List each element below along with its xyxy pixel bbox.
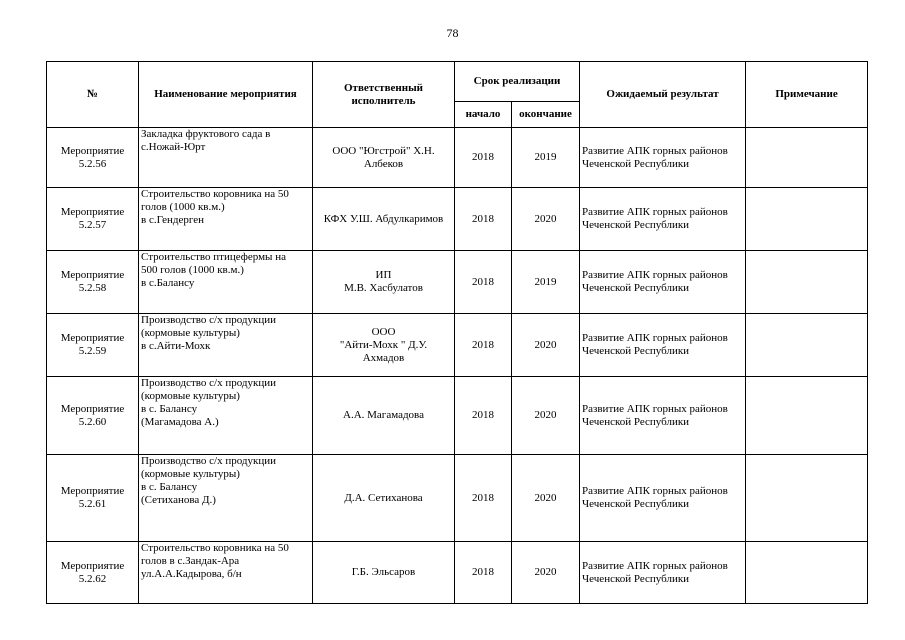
expected-result-line: Развитие АПК горных районов (582, 269, 728, 281)
note (746, 314, 868, 377)
responsible (313, 251, 455, 314)
activity-name-line: голов (1000 кв.м.) (141, 201, 225, 213)
expected-result-line: Чеченской Республики (582, 345, 690, 357)
note (746, 455, 868, 542)
start-year: 2018 (455, 542, 512, 604)
note (746, 188, 868, 251)
header-responsible (313, 62, 455, 128)
activities-table (46, 61, 868, 604)
end-year: 2020 (512, 314, 580, 377)
expected-result-line: Чеченской Республики (582, 219, 690, 231)
activity-number-line: 5.2.59 (78, 345, 107, 357)
activity-name (139, 314, 313, 377)
activity-number (47, 314, 139, 377)
activity-number-line: 5.2.56 (78, 157, 107, 170)
responsible-line: ИП (375, 269, 392, 281)
expected-result-line: Чеченской Республики (582, 157, 690, 170)
activity-number-line: Мероприятие (60, 269, 125, 281)
activity-number-line: Мероприятие (60, 559, 125, 572)
expected-result-line: Развитие АПК горных районов (582, 332, 728, 344)
activity-name-line: в с.Гендерген (141, 214, 204, 226)
header-period: Срок реализации (455, 62, 580, 102)
table-body (47, 128, 868, 604)
activity-number (47, 455, 139, 542)
activity-name-line: голов в с.Зандак-Ара (141, 555, 240, 567)
responsible-line: Албеков (363, 157, 404, 170)
activity-name (139, 188, 313, 251)
activity-name (139, 128, 313, 188)
activity-name (139, 377, 313, 455)
expected-result-line: Чеченской Республики (582, 572, 690, 585)
end-year: 2020 (512, 377, 580, 455)
activity-number (47, 128, 139, 188)
expected-result-line: Чеченской Республики (582, 415, 690, 428)
start-year: 2018 (455, 377, 512, 455)
header-num: № (47, 62, 139, 128)
activity-name-line: Строительство коровника на 50 (141, 188, 289, 200)
activity-number-line: Мероприятие (60, 332, 125, 344)
table-row (47, 542, 868, 604)
responsible-line: ООО "Югстрой" Х.Н. (332, 144, 435, 157)
expected-result-line: Чеченской Республики (582, 282, 690, 294)
activity-name-line: в с.Айти-Мохк (141, 340, 211, 352)
responsible-line: "Айти-Мохк " Д.У. (339, 338, 428, 351)
activity-name-line: (Сетиханова Д.) (141, 494, 216, 506)
activity-number-line: 5.2.60 (78, 415, 107, 428)
activity-name-line: Закладка фруктового сада в (141, 128, 271, 140)
activity-number-line: 5.2.61 (78, 498, 107, 510)
table-row (47, 128, 868, 188)
start-year: 2018 (455, 188, 512, 251)
responsible (313, 455, 455, 542)
activity-name (139, 251, 313, 314)
responsible-line: Д.А. Сетиханова (344, 491, 423, 504)
expected-result-line: Развитие АПК горных районов (582, 485, 728, 497)
header-responsible-line: исполнитель (351, 94, 416, 107)
note (746, 128, 868, 188)
activity-number (47, 377, 139, 455)
activity-name-line: (Магамадова А.) (141, 416, 219, 428)
table-row (47, 455, 868, 542)
expected-result-line: Развитие АПК горных районов (582, 144, 728, 157)
responsible (313, 314, 455, 377)
header-end: окончание (512, 102, 580, 128)
activity-name (139, 542, 313, 604)
activity-number (47, 542, 139, 604)
activity-name-line: в с.Балансу (141, 277, 195, 289)
header-start: начало (455, 102, 512, 128)
activity-number (47, 251, 139, 314)
expected-result (580, 542, 746, 604)
responsible-line: ООО (371, 325, 396, 338)
activity-name-line: 500 голов (1000 кв.м.) (141, 264, 244, 276)
activity-number-line: 5.2.62 (78, 572, 107, 585)
responsible-line: Ахмадов (362, 351, 405, 364)
responsible (313, 542, 455, 604)
activity-number-line: Мероприятие (60, 485, 125, 497)
header-name: Наименование мероприятия (139, 62, 313, 128)
expected-result-line: Чеченской Республики (582, 498, 690, 510)
start-year: 2018 (455, 455, 512, 542)
activity-name-line: Строительство птицефермы на (141, 251, 286, 263)
expected-result (580, 251, 746, 314)
activity-name-line: (кормовые культуры) (141, 327, 240, 339)
responsible-line: М.В. Хасбулатов (344, 282, 423, 294)
start-year: 2018 (455, 314, 512, 377)
end-year: 2020 (512, 542, 580, 604)
header-result: Ожидаемый результат (580, 62, 746, 128)
header-note: Примечание (746, 62, 868, 128)
end-year: 2020 (512, 455, 580, 542)
activity-name-line: Производство с/х продукции (141, 377, 276, 389)
responsible-line: Г.Б. Эльсаров (351, 566, 416, 578)
expected-result-line: Развитие АПК горных районов (582, 206, 728, 218)
expected-result (580, 455, 746, 542)
start-year: 2018 (455, 128, 512, 188)
responsible (313, 377, 455, 455)
expected-result-line: Развитие АПК горных районов (582, 559, 728, 572)
table-row (47, 314, 868, 377)
responsible-line: КФХ У.Ш. Абдулкаримов (323, 212, 444, 225)
note (746, 542, 868, 604)
activity-name-line: с.Ножай-Юрт (141, 141, 206, 153)
end-year: 2019 (512, 128, 580, 188)
activity-number-line: 5.2.58 (78, 282, 107, 294)
activity-name-line: Строительство коровника на 50 (141, 542, 289, 554)
activity-number-line: Мероприятие (60, 144, 125, 157)
responsible (313, 128, 455, 188)
start-year: 2018 (455, 251, 512, 314)
activity-name-line: Производство с/х продукции (141, 314, 276, 326)
activity-name-line: в с. Балансу (141, 403, 198, 415)
activity-name (139, 455, 313, 542)
note (746, 377, 868, 455)
end-year: 2019 (512, 251, 580, 314)
expected-result (580, 314, 746, 377)
expected-result (580, 188, 746, 251)
note (746, 251, 868, 314)
expected-result (580, 128, 746, 188)
responsible (313, 188, 455, 251)
expected-result-line: Развитие АПК горных районов (582, 402, 728, 415)
activity-name-line: ул.А.А.Кадырова, б/н (141, 568, 242, 580)
activity-number (47, 188, 139, 251)
activity-number-line: 5.2.57 (78, 219, 107, 231)
activity-name-line: Производство с/х продукции (141, 455, 276, 467)
activity-name-line: (кормовые культуры) (141, 468, 240, 480)
table-row (47, 251, 868, 314)
activity-name-line: (кормовые культуры) (141, 390, 240, 402)
page-number: 78 (446, 26, 459, 40)
table-row (47, 188, 868, 251)
table-row (47, 377, 868, 455)
end-year: 2020 (512, 188, 580, 251)
activity-name-line: в с. Балансу (141, 481, 198, 493)
expected-result (580, 377, 746, 455)
activity-number-line: Мероприятие (60, 206, 125, 218)
activity-number-line: Мероприятие (60, 402, 125, 415)
responsible-line: А.А. Магамадова (343, 409, 424, 421)
header-responsible-line: Ответственный (343, 81, 424, 94)
